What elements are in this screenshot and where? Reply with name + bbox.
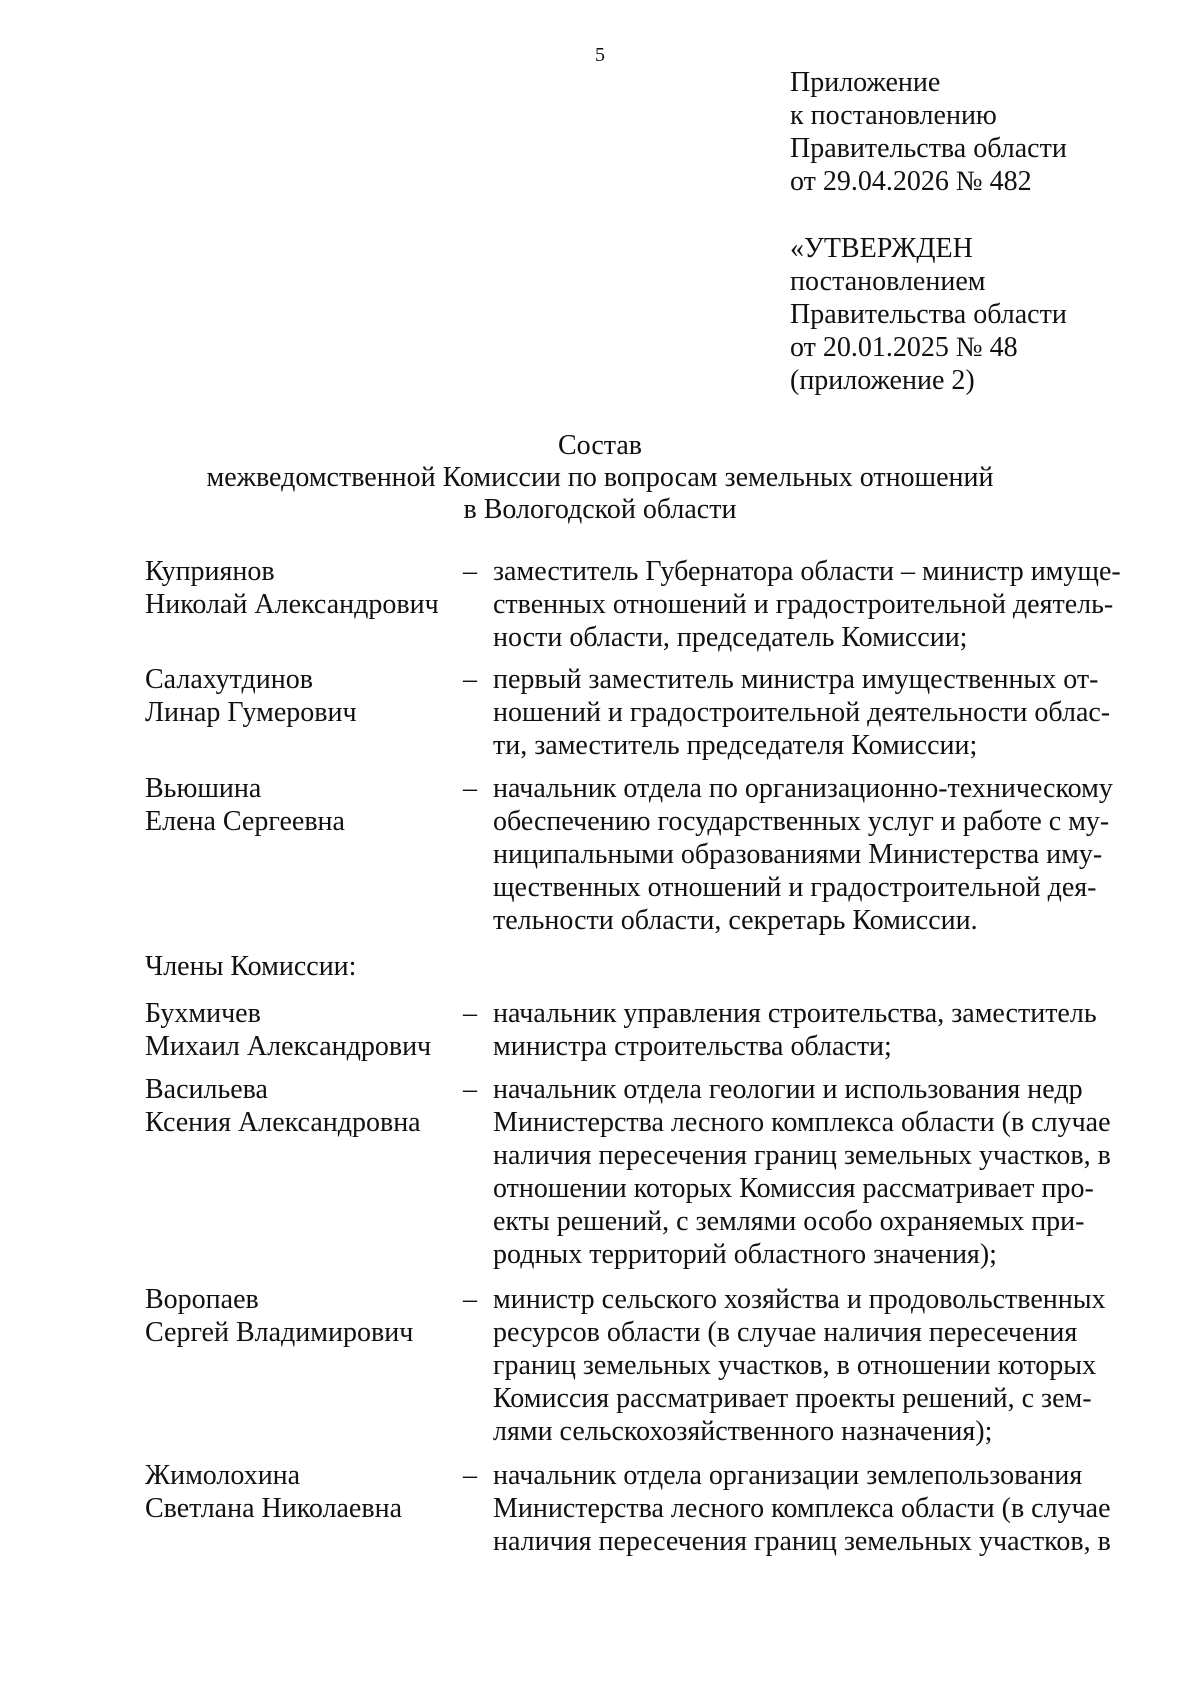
approved-line: (приложение 2): [790, 365, 975, 396]
approved-line: от 20.01.2025 № 48: [790, 332, 1018, 363]
approved-line: «УТВЕРЖДЕН: [790, 233, 973, 264]
member-given-name: Николай Александрович: [145, 589, 439, 620]
annex-line: Приложение: [790, 67, 941, 98]
member-role: [493, 772, 1145, 937]
role-line: заместитель Губернатора области – министр имуще-: [493, 556, 1121, 587]
member-role: [493, 1459, 1145, 1558]
dash-separator: –: [463, 1074, 477, 1105]
annex-line: Правительства области: [790, 133, 1067, 164]
role-line: родных территорий областного значения);: [493, 1239, 997, 1270]
role-line: начальник управления строительства, заместитель: [493, 998, 1097, 1029]
role-line: ресурсов области (в случае наличия пересечения: [493, 1317, 1078, 1348]
member-given-name: Михаил Александрович: [145, 1031, 432, 1062]
role-line: лями сельскохозяйственного назначения);: [493, 1416, 993, 1447]
member-name: [145, 997, 465, 1063]
member-name: [145, 555, 465, 621]
approved-line: постановлением: [790, 266, 986, 297]
role-line: екты решений, с землями особо охраняемых при-: [493, 1206, 1085, 1237]
dash-separator: –: [463, 556, 477, 587]
dash-separator: –: [463, 1460, 477, 1491]
dash-separator: –: [463, 1284, 477, 1315]
member-surname: Бухмичев: [145, 998, 261, 1029]
annex-line: к постановлению: [790, 100, 997, 131]
member-given-name: Елена Сергеевна: [145, 806, 345, 837]
member-role: [493, 1283, 1145, 1448]
annex-line: от 29.04.2026 № 482: [790, 166, 1032, 197]
document-title: [0, 430, 1200, 526]
role-line: начальник отдела организации землепользования: [493, 1460, 1083, 1491]
annex-header: [790, 66, 1067, 198]
role-line: щественных отношений и градостроительной дея-: [493, 872, 1097, 903]
title-line: межведомственной Комиссии по вопросам земельных отношений: [206, 462, 994, 493]
member-role: [493, 663, 1145, 762]
title-line: Состав: [557, 430, 643, 461]
approved-line: Правительства области: [790, 299, 1067, 330]
role-line: наличия пересечения границ земельных участков, в: [493, 1526, 1111, 1557]
member-name: [145, 1073, 465, 1139]
role-line: ношений и градостроительной деятельности облас-: [493, 697, 1111, 728]
member-surname: Жимолохина: [145, 1460, 301, 1491]
member-role: [493, 1073, 1145, 1271]
member-name: [145, 772, 465, 838]
dash-separator: –: [463, 773, 477, 804]
role-line: тельности области, секретарь Комиссии.: [493, 905, 978, 936]
role-line: Министерства лесного комплекса области (в случае: [493, 1107, 1111, 1138]
dash-separator: –: [463, 664, 477, 695]
member-given-name: Ксения Александровна: [145, 1107, 421, 1138]
member-name: [145, 1459, 465, 1525]
role-line: ности области, председатель Комиссии;: [493, 622, 968, 653]
role-line: первый заместитель министра имущественных от-: [493, 664, 1099, 695]
member-role: [493, 997, 1145, 1063]
member-given-name: Сергей Владимирович: [145, 1317, 414, 1348]
role-line: обеспечению государственных услуг и работе с му-: [493, 806, 1110, 837]
role-line: начальник отдела по организационно-техническому: [493, 773, 1113, 804]
member-surname: Салахутдинов: [145, 664, 313, 695]
role-line: Комиссия рассматривает проекты решений, с зем-: [493, 1383, 1092, 1414]
member-role: [493, 555, 1145, 654]
member-name: [145, 1283, 465, 1349]
role-line: начальник отдела геологии и использования недр: [493, 1074, 1083, 1105]
title-line: в Вологодской области: [463, 494, 737, 525]
role-line: границ земельных участков, в отношении которых: [493, 1350, 1097, 1381]
role-line: наличия пересечения границ земельных участков, в: [493, 1140, 1111, 1171]
members-section-label: Члены Комиссии:: [145, 951, 357, 982]
role-line: ственных отношений и градостроительной деятель-: [493, 589, 1114, 620]
member-given-name: Светлана Николаевна: [145, 1493, 402, 1524]
member-surname: Куприянов: [145, 556, 275, 587]
member-surname: Воропаев: [145, 1284, 259, 1315]
role-line: отношении которых Комиссия рассматривает про-: [493, 1173, 1094, 1204]
approval-stamp-text: [790, 232, 1067, 397]
role-line: ти, заместитель председателя Комиссии;: [493, 730, 978, 761]
role-line: министр сельского хозяйства и продовольственных: [493, 1284, 1106, 1315]
member-given-name: Линар Гумерович: [145, 697, 357, 728]
member-name: [145, 663, 465, 729]
role-line: министра строительства области;: [493, 1031, 892, 1062]
member-surname: Вьюшина: [145, 773, 262, 804]
dash-separator: –: [463, 998, 477, 1029]
role-line: ниципальными образованиями Министерства иму-: [493, 839, 1103, 870]
page-number: 5: [595, 44, 605, 66]
role-line: Министерства лесного комплекса области (в случае: [493, 1493, 1111, 1524]
member-surname: Васильева: [145, 1074, 268, 1105]
